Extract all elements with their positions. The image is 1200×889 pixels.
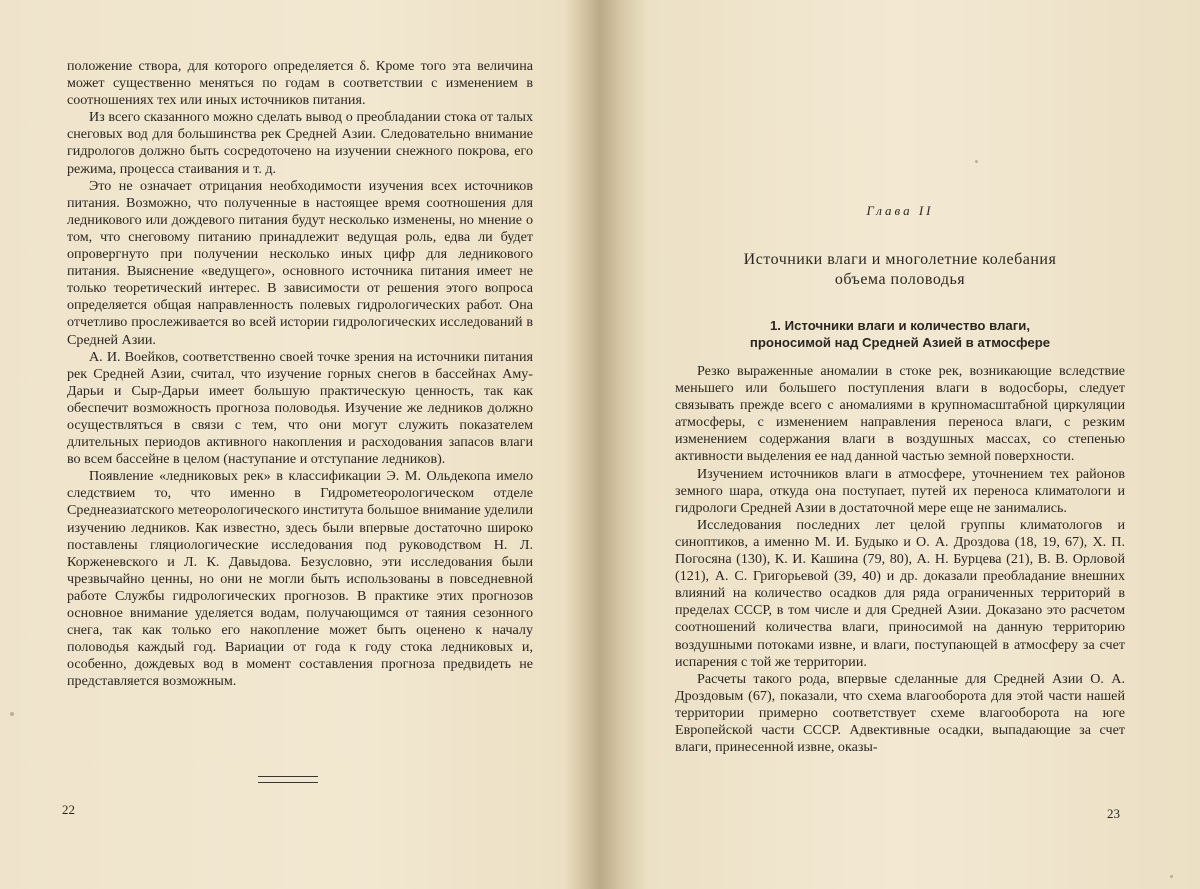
right-page-text [675, 363, 1125, 756]
chapter-title [680, 250, 1120, 290]
body-paragraph: Это не означает отрицания необходимости изучения всех источников питания. Возможно, что полученные в настоящее время соотношения для ледникового или дождевого питания будут несколько изменены, но мнение о том, что снеговому питанию принадлежит ведущая роль, едва ли будет опровергнуто при получении несколько иных цифр для ледникового питания. Выяснение «ведущего», основного источника питания имеет не только теоретический интерес. В зависимости от решения этого вопроса определяется общая направленность полевых гидрологических работ. Она отчетливо прослеживается во всей истории гидрологических исследований в Средней Азии. [67, 177, 533, 348]
paper-spot [10, 712, 14, 716]
chapter-label: Глава II [866, 203, 934, 218]
left-page-number: 22 [62, 802, 75, 817]
left-page [0, 0, 588, 889]
body-paragraph: Из всего сказанного можно сделать вывод о преобладании стока от талых снеговых вод для большинства рек Средней Азии. Следовательно внимание гидрологов должно быть сосредоточено на изучении снежного покрова, его режима, процесса стаивания и т. д. [67, 109, 533, 177]
right-page-number: 23 [1107, 806, 1120, 821]
section-title-line: проносимой над Средней Азией в атмосфере [749, 335, 1051, 350]
body-paragraph: Появление «ледниковых рек» в классификации Э. М. Ольдекопа имело следствием то, что именно в Гидрометеорологическом отделе Среднеазиатского метеорологического института большое внимание уделили изучению ледников. Как известно, здесь были впервые достаточно широко поставлены гляциологические исследования под руководством Н. Л. Корженевского и Л. К. Давыдова. Безусловно, эти исследования были чрезвычайно ценны, но они не могли быть использованы в повседневной работе Службы гидрологических прогнозов. В практике этих прогнозов основное внимание уделяется водам, получающимся от таяния сезонного снега, так как только его накопление может быть оценено к началу половодья каждый год. Вариации от года к году стока ледниковых и, особенно, дождевых вод в момент составления прогноза предвидеть не представляется возможным. [67, 468, 533, 690]
body-paragraph: А. И. Воейков, соответственно своей точке зрения на источники питания рек Средней Азии, считал, что изучение горных снегов в бассейнах Аму-Дарьи и Сыр-Дарьи имеет большую практическую ценность, так как обеспечит возможность прогноза половодья. Изучение же ледников должно осуществляться в связи с тем, что они могут служить показателем длительных периодов активного накопления и расходования запасов влаги во всем бассейне в целом (наступание и отступание ледников). [67, 348, 533, 468]
paper-spot [1170, 875, 1173, 878]
body-paragraph: Расчеты такого рода, впервые сделанные для Средней Азии О. А. Дроздовым (67), показали, что схема влагооборота для этой части нашей территории примерно соответствует схеме влагооборота на юге Европейской части СССР. Адвективные осадки, выпадающие за счет влаги, принесенной извне, оказы- [675, 670, 1125, 756]
chapter-title-line: объема половодья [834, 271, 966, 288]
body-paragraph: Исследования последних лет целой группы климатологов и синоптиков, а именно М. И. Будыко и О. А. Дроздова (18, 19, 67), Х. П. Погосяна (130), К. И. Кашина (79, 80), А. Н. Бурцева (21), В. В. Орловой (121), А. С. Григорьевой (39, 40) и др. доказали преобладание внешних влияний на количество осадков для ряда ограниченных территорий в пределах СССР, в том числе и для Средней Азии. Доказано это расчетом соотношений количества влаги, приносимой на данную территорию воздушными потоками извне, и влаги, поступающей в атмосферу за счет испарения с той же территории. [675, 516, 1125, 670]
body-paragraph: Изучением источников влаги в атмосфере, уточнением тех районов земного шара, откуда она поступает, путей их переноса климатологи и гидрологи Средней Азии в достаточной мере еще не занимались. [675, 465, 1125, 516]
section-title-line: 1. Источники влаги и количество влаги, [769, 318, 1031, 333]
left-page-text [67, 58, 533, 690]
chapter-title-line: Источники влаги и многолетние колебания [743, 251, 1057, 268]
paper-spot [975, 160, 978, 163]
body-paragraph: Резко выраженные аномалии в стоке рек, возникающие вследствие меньшего или большего поступления влаги в водосборы, следует связывать прежде всего с аномалиями в крупномасштабной циркуляции атмосферы, с изменением направления переноса влаги, с резким изменением содержания влаги в воздушных массах, со степенью активности выделения ее над данной частью земной поверхности. [675, 363, 1125, 465]
body-paragraph: положение створа, для которого определяется δ. Кроме того эта величина может существенно меняться по годам в соответствии с изменением в соотношениях тех или иных источников питания. [67, 58, 533, 109]
section-title [710, 317, 1090, 351]
right-page [600, 0, 1200, 889]
section-divider [258, 776, 318, 783]
